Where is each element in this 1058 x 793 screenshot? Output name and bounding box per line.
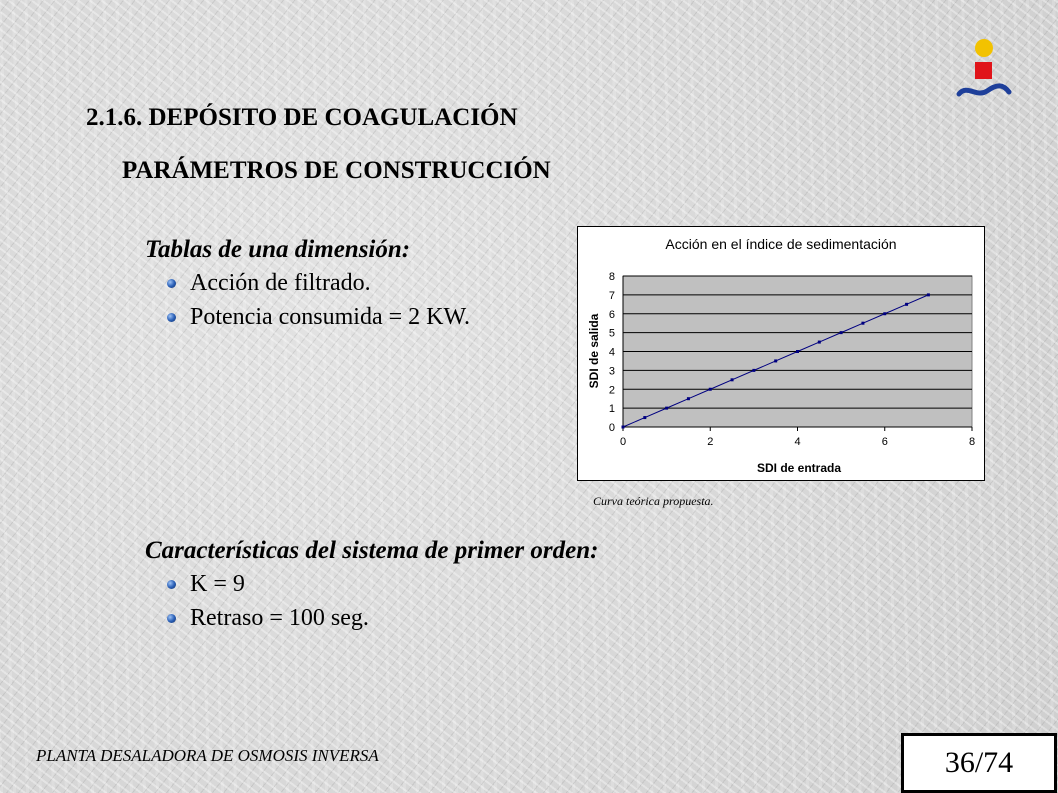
list-item-label: Acción de filtrado. — [190, 269, 371, 296]
list-item-label: Retraso = 100 seg. — [190, 604, 369, 631]
y-tick-label: 6 — [608, 308, 615, 321]
bullet-icon — [167, 279, 176, 288]
page-number: 36/74 — [901, 733, 1057, 793]
system-heading: Características del sistema de primer orden: — [145, 537, 599, 564]
chart-container — [577, 226, 985, 481]
system-list — [165, 567, 369, 635]
y-axis-label: SDI de salida — [587, 313, 601, 389]
data-point — [643, 416, 646, 419]
tables-heading: Tablas de una dimensión: — [145, 236, 411, 263]
section-title: 2.1.6. DEPÓSITO DE COAGULACIÓN — [86, 104, 518, 131]
list-item — [165, 300, 470, 334]
data-point — [752, 369, 755, 372]
data-point — [905, 303, 908, 306]
data-point — [796, 350, 799, 353]
data-point — [731, 378, 734, 381]
tables-list — [165, 266, 470, 334]
line-chart — [578, 227, 984, 480]
bullet-icon — [167, 580, 176, 589]
x-axis-label: SDI de entrada — [756, 461, 842, 475]
y-tick-label: 7 — [608, 289, 615, 302]
subtitle: PARÁMETROS DE CONSTRUCCIÓN — [122, 157, 551, 184]
x-tick-label: 4 — [794, 436, 801, 448]
data-point — [861, 322, 864, 325]
y-tick-label: 2 — [608, 384, 615, 397]
y-tick-label: 8 — [608, 271, 615, 283]
x-tick-label: 2 — [707, 436, 714, 448]
data-point — [927, 293, 930, 296]
data-point — [665, 407, 668, 410]
y-tick-label: 0 — [608, 422, 615, 434]
data-point — [883, 312, 886, 315]
data-point — [818, 341, 821, 344]
list-item-label: Potencia consumida = 2 KW. — [190, 303, 470, 330]
list-item — [165, 266, 470, 300]
y-tick-label: 3 — [608, 365, 615, 378]
university-logo-icon — [955, 36, 1015, 106]
y-tick-label: 5 — [608, 327, 615, 340]
data-point — [709, 388, 712, 391]
chart-title: Acción en el índice de sedimentación — [665, 236, 897, 252]
y-tick-label: 1 — [608, 403, 615, 416]
x-tick-label: 6 — [881, 436, 888, 448]
list-item — [165, 567, 369, 601]
data-point — [774, 359, 777, 362]
bullet-icon — [167, 313, 176, 322]
chart-caption: Curva teórica propuesta. — [593, 494, 714, 508]
footer-text: PLANTA DESALADORA DE OSMOSIS INVERSA — [36, 746, 379, 765]
data-point — [622, 426, 625, 429]
list-item-label: K = 9 — [190, 570, 245, 597]
y-tick-label: 4 — [608, 346, 615, 359]
x-tick-label: 8 — [968, 436, 976, 448]
x-tick-label: 0 — [619, 436, 627, 448]
data-point — [840, 331, 843, 334]
bullet-icon — [167, 614, 176, 623]
data-point — [687, 397, 690, 400]
list-item — [165, 601, 369, 635]
